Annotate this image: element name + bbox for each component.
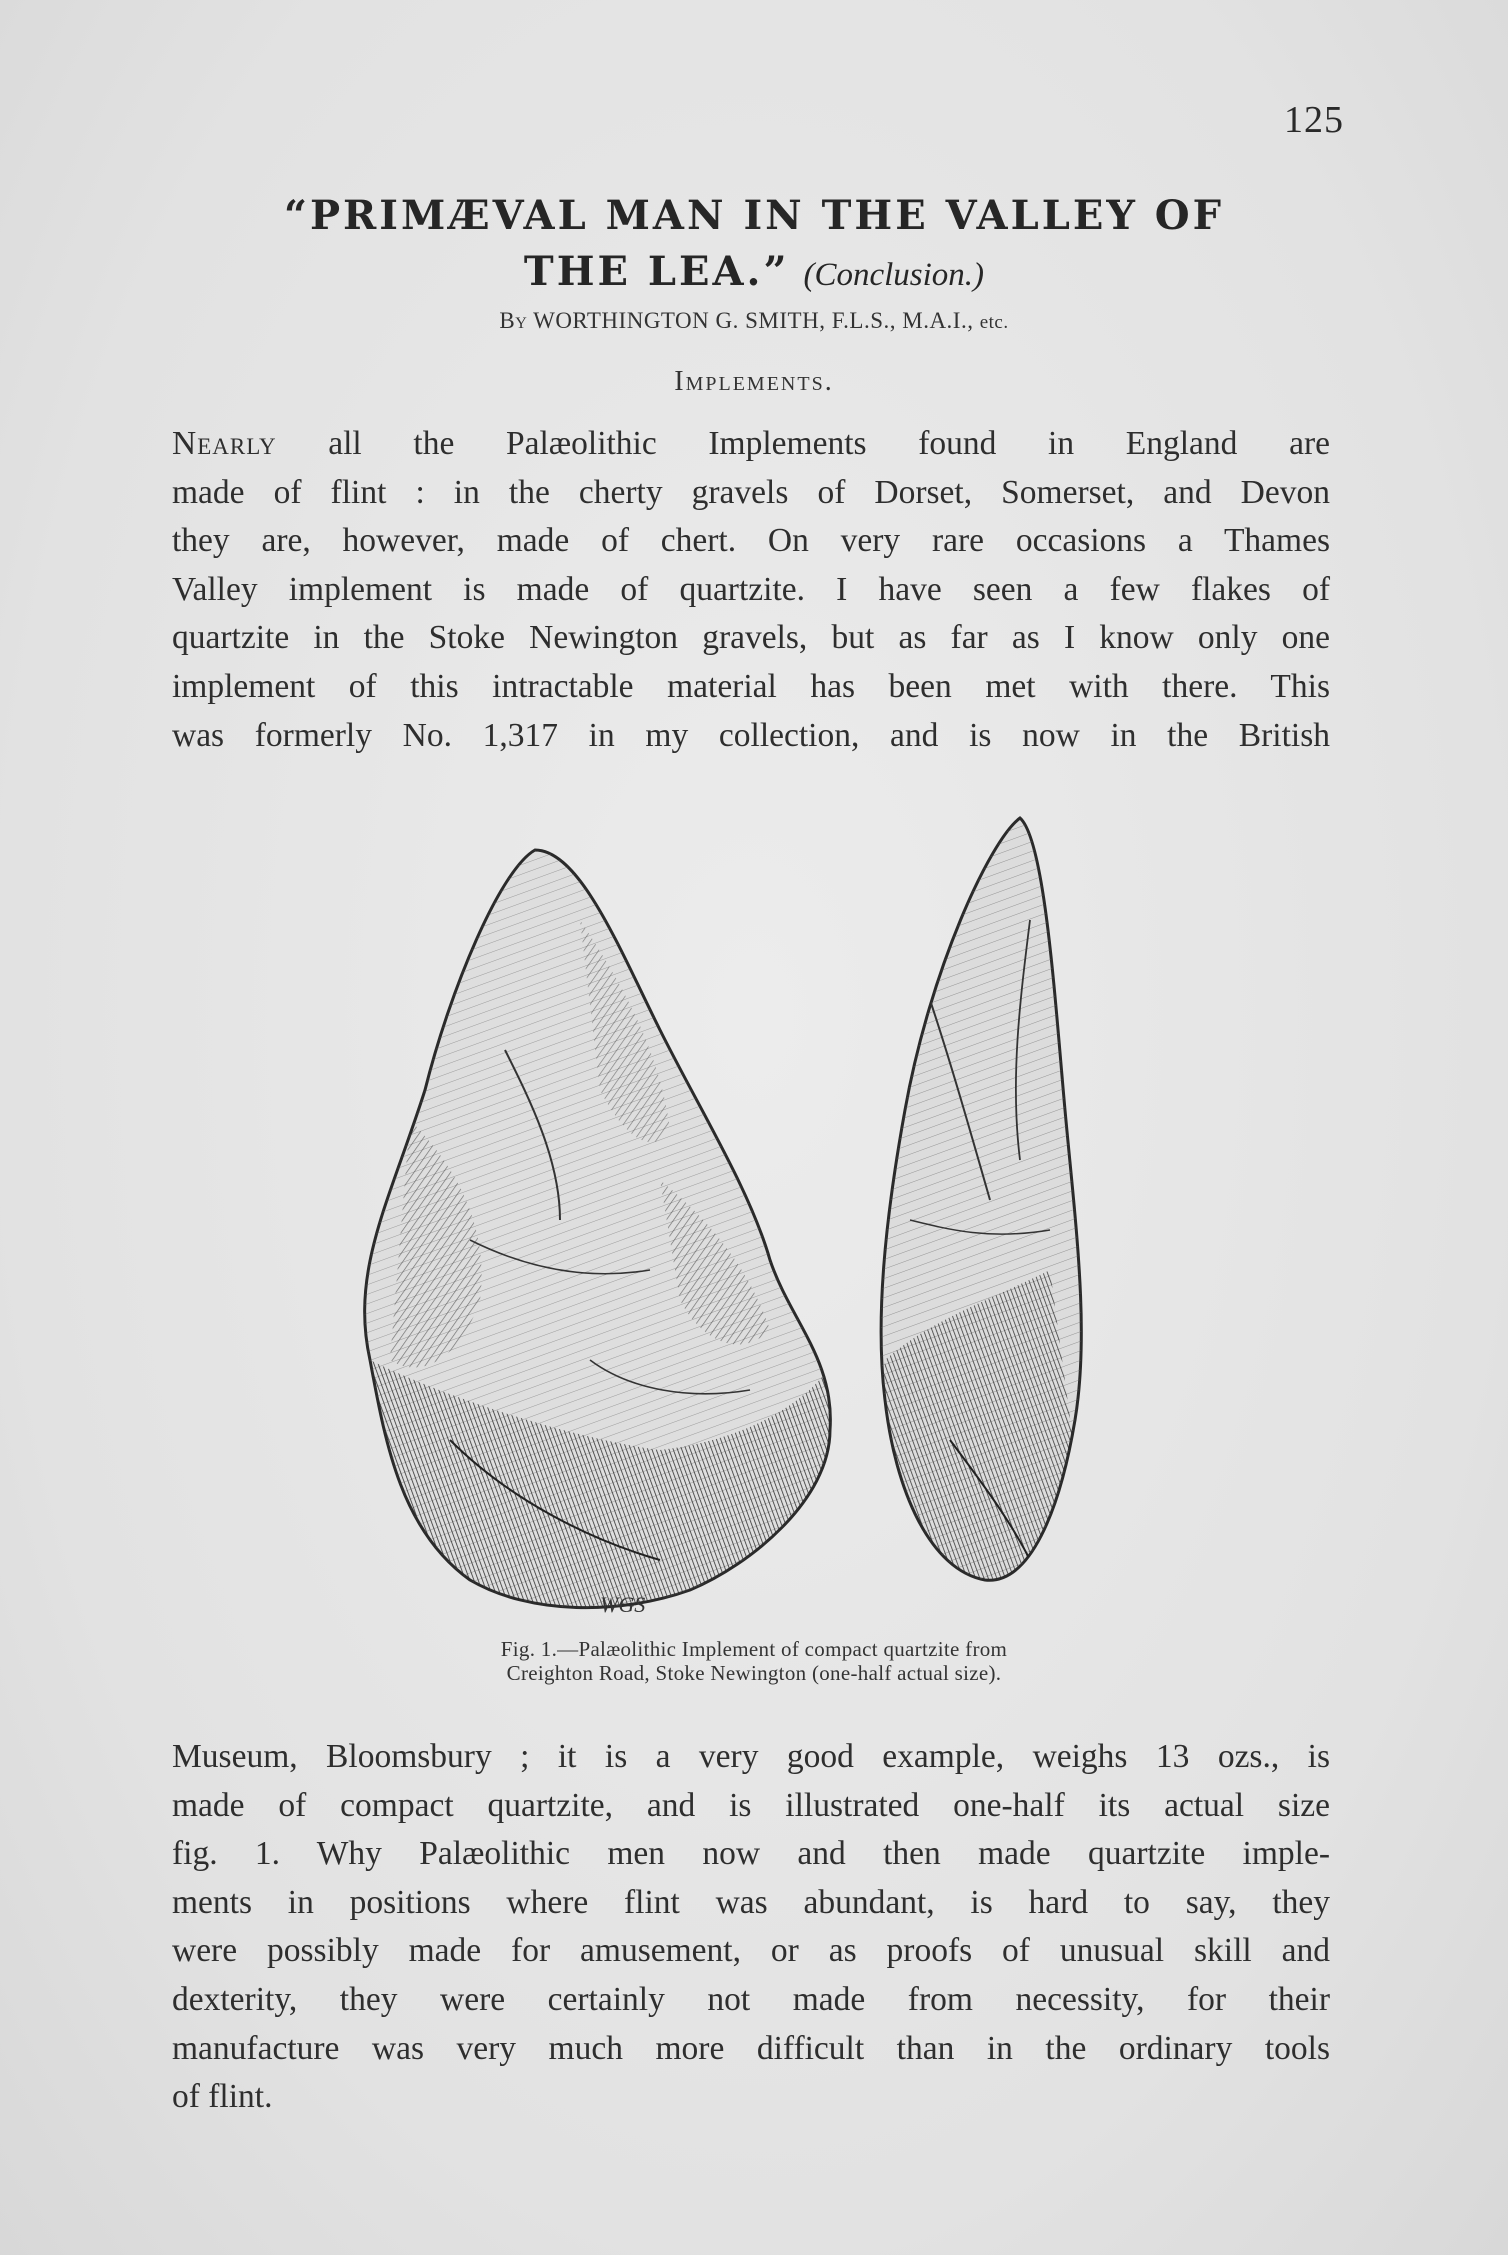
byline-by: By	[499, 308, 528, 333]
paragraph-2-line: ments in positions where flint was abundant, is hard to say, they	[172, 1883, 1330, 1921]
palaeolithic-implement-illustration-icon	[330, 800, 1200, 1640]
paragraph-1-dropcap: Nearly	[172, 425, 277, 462]
paragraph-2-line: fig. 1. Why Palæolithic men now and then made quartzite imple-	[172, 1835, 1330, 1873]
paragraph-1-line	[172, 420, 1330, 469]
paragraph-2-line: Museum, Bloomsbury ; it is a very good example, weighs 13 ozs., is	[172, 1738, 1330, 1775]
paragraph-1-line: Valley implement is made of quartzite. I have seen a few flakes of	[172, 570, 1330, 608]
paragraph-1-line: they are, however, made of chert. On very rare occasions a Thames	[172, 522, 1330, 560]
paragraph-1-line: quartzite in the Stoke Newington gravels, but as far as I know only one	[172, 619, 1330, 657]
paragraph-2-line: were possibly made for amusement, or as proofs of unusual skill and	[172, 1932, 1330, 1970]
paragraph-1-line-text: all the Palæolithic Implements found in England are	[276, 425, 1330, 462]
paragraph-2-line: of flint.	[172, 2078, 273, 2116]
paragraph-1-line: was formerly No. 1,317 in my collection, and is now in the British	[172, 716, 1330, 754]
paragraph-2-line: dexterity, they were certainly not made from necessity, for their	[172, 1980, 1330, 2018]
caption-line-1: Fig. 1.—Palæolithic Implement of compact quartzite from	[500, 1637, 1008, 1661]
title-conclusion: (Conclusion.)	[803, 257, 985, 293]
paragraph-1-line: made of flint : in the cherty gravels of Dorset, Somerset, and Devon	[172, 473, 1330, 511]
byline	[150, 308, 1358, 334]
handaxe-side-view	[870, 800, 1100, 1640]
figure-caption	[300, 1637, 1208, 1685]
paragraph-1	[172, 420, 1330, 760]
byline-etc: etc.	[979, 312, 1009, 333]
handaxe-front-view	[330, 800, 850, 1640]
title-line-1: “PRIMÆVAL MAN IN THE VALLEY OF	[283, 192, 1225, 239]
paragraph-2-line: manufacture was very much more difficult than in the ordinary tools	[172, 2029, 1330, 2067]
figure-signature: WGS	[600, 1592, 646, 1617]
paragraph-2	[172, 1733, 1330, 2122]
paragraph-1-line: implement of this intractable material has been met with there. This	[172, 667, 1330, 705]
title-line-2	[150, 244, 1358, 303]
paragraph-2-line: made of compact quartzite, and is illustrated one-half its actual size	[172, 1786, 1330, 1824]
title-line-2-text: THE LEA.”	[523, 248, 790, 295]
caption-line-2: Creighton Road, Stoke Newington (one-half actual size).	[506, 1661, 1002, 1685]
section-heading: Implements.	[674, 366, 834, 397]
byline-author: WORTHINGTON G. SMITH, F.L.S., M.A.I.,	[533, 308, 974, 333]
page-number: 125	[1284, 99, 1344, 141]
article-title	[150, 188, 1358, 303]
